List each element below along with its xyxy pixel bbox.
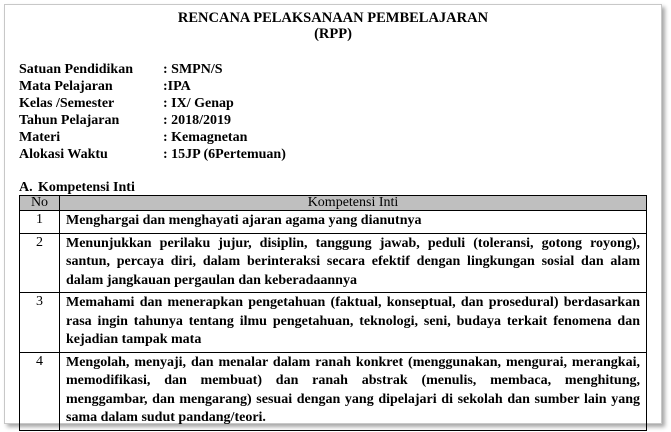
table-row <box>20 211 647 234</box>
meta-value: : 15JP (6Pertemuan) <box>163 147 286 162</box>
row-text: Menunjukkan perilaku jujur, disiplin, tanggung jawab, peduli (toleransi, gotong royong), santun, percaya diri, dalam berinteraksi secara efektif dengan lingkungan sosial dan alam dalam jangkauan pergaulan dan keberadaannya <box>60 233 647 293</box>
meta-key: Mata Pelajaran <box>19 79 113 94</box>
document-title: RENCANA PELAKSANAAN PEMBELAJARAN <box>177 10 489 26</box>
section-number: A. <box>19 180 33 195</box>
table-row <box>20 293 647 353</box>
meta-row-alokasi <box>19 146 286 163</box>
meta-key: Tahun Pelajaran <box>19 113 120 128</box>
section-title: Kompetensi Inti <box>38 180 135 195</box>
row-text: Mengolah, menyaji, dan menalar dalam ranah konkret (menggunakan, mengurai, merangkai, memodifikasi, dan membuat) dan ranah abstrak (menulis, membaca, menghitung, menggambar, dan mengarang) sesuai dengan yang dipelajari di sekolah dan sumber lain yang sama dalam sudut pandang/teori. <box>60 352 647 430</box>
table-header-row <box>20 196 647 211</box>
table-row <box>20 352 647 430</box>
identity-block <box>19 61 286 163</box>
section-heading <box>19 180 135 196</box>
row-number: 2 <box>20 233 60 293</box>
row-text: Memahami dan menerapkan pengetahuan (faktual, konseptual, dan prosedural) berdasarkan rasa ingin tahunya tentang ilmu pengetahuan, teknologi, seni, budaya terkait fenomena dan kejadian tampak mata <box>60 293 647 353</box>
column-header-kompetensi: Kompetensi Inti <box>60 196 647 211</box>
meta-row-materi <box>19 129 286 146</box>
meta-row-tahun <box>19 112 286 129</box>
meta-key: Materi <box>19 130 61 145</box>
meta-value: : IX/ Genap <box>163 96 234 111</box>
meta-value: : 2018/2019 <box>163 113 232 128</box>
meta-key: Alokasi Waktu <box>19 147 108 162</box>
meta-row-satuan <box>19 61 286 78</box>
column-header-no: No <box>20 196 60 211</box>
meta-value: : Kemagnetan <box>163 130 248 145</box>
row-number: 4 <box>20 352 60 430</box>
row-number: 1 <box>20 211 60 234</box>
meta-row-kelas <box>19 95 286 112</box>
meta-value: :IPA <box>163 79 191 94</box>
meta-key: Kelas /Semester <box>19 96 115 111</box>
row-number: 3 <box>20 293 60 353</box>
meta-key: Satuan Pendidikan <box>19 62 133 77</box>
document-page <box>4 4 662 424</box>
meta-value: : SMPN/S <box>163 62 223 77</box>
meta-row-mapel <box>19 78 286 95</box>
kompetensi-table <box>19 195 647 431</box>
table-row <box>20 233 647 293</box>
document-subtitle: (RPP) <box>314 26 352 42</box>
row-text: Menghargai dan menghayati ajaran agama yang dianutnya <box>60 211 647 234</box>
